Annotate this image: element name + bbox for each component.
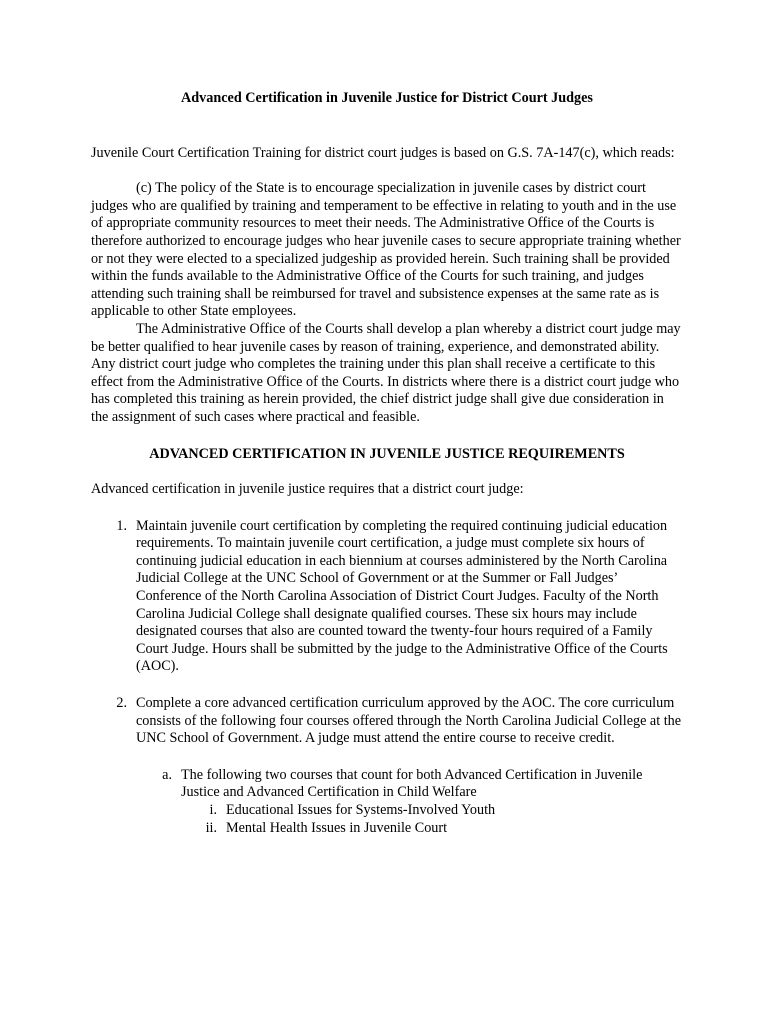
list-roman-numeral: i. (209, 802, 217, 818)
requirements-heading: ADVANCED CERTIFICATION IN JUVENILE JUSTICE REQUIREMENTS (149, 445, 625, 462)
list-roman-numeral: ii. (205, 819, 217, 836)
intro-paragraph: Juvenile Court Certification Training for district court judges is based on G.S. 7A-147(c), which reads: (91, 144, 675, 161)
list-number: 2. (116, 695, 127, 712)
sub-requirements-list (136, 767, 683, 837)
course-item (181, 820, 683, 838)
document-page (91, 90, 683, 856)
sub-requirement-item (136, 767, 683, 837)
requirements-lead: Advanced certification in juvenile justice requires that a district court judge: (91, 481, 524, 498)
requirement-text: Maintain juvenile court certification by completing the required continuing judicial education requirements. To maintain juvenile court certification, a judge must complete six hours of continuing judicial education in each biennium at courses administered by the North Carolina Judicial College at the UNC School of Government or at the Summer or Fall Judges’ Conference of the North Carolina Association of District Court Judges. Faculty of the North Carolina Judicial College shall designate qualified courses. These six hours may include designated courses that also are counted toward the twenty-four hours required of a Family Court Judge. Hours shall be submitted by the judge to the Administrative Office of the Courts (AOC). (136, 517, 668, 675)
requirements-list (91, 518, 683, 838)
course-name: Educational Issues for Systems-Involved Youth (226, 802, 496, 818)
statute-paragraph-c: (c) The policy of the State is to encourage specialization in juvenile cases by district court judges who are qualified by training and temperament to be effective in relating to youth and in the use of appropriate community resources to meet their needs. The Administrative Office of the Courts is therefore authorized to encourage judges who hear juvenile cases to secure appropriate training whether or not they were elected to a specialized judgeship as provided herein. Such training shall be provided within the funds available to the Administrative Office of the Courts for such training, and judges attending such training shall be reimbursed for travel and subsistence expenses at the same rate as is applicable to other State employees. (91, 180, 681, 320)
statute-paragraph-plan: The Administrative Office of the Courts shall develop a plan whereby a district court judge may be better qualified to hear juvenile cases by reason of training, experience, and demonstrated ability. Any district court judge who completes the training under this plan shall receive a certificate to this effect from the Administrative Office of the Courts. In districts where there is a district court judge who has completed this training as herein provided, the chief district judge shall give due consideration in the assignment of such cases where practical and feasible. (91, 320, 681, 425)
requirement-item (91, 695, 683, 837)
sub-requirement-text: The following two courses that count for both Advanced Certification in Juvenile Justice and Advanced Certification in Child Welfare (181, 766, 643, 801)
list-letter: a. (162, 766, 172, 783)
course-name: Mental Health Issues in Juvenile Court (226, 819, 448, 836)
course-item (181, 802, 683, 820)
statute-quote (91, 180, 683, 426)
requirement-text: Complete a core advanced certification curriculum approved by the AOC. The core curriculum consists of the following four courses offered through the North Carolina Judicial College at the UNC School of Government. A judge must attend the entire course to receive credit. (136, 695, 682, 747)
requirement-item (91, 518, 683, 676)
course-list (181, 802, 683, 837)
list-number: 1. (116, 517, 127, 534)
document-title: Advanced Certification in Juvenile Justice for District Court Judges (181, 90, 593, 106)
